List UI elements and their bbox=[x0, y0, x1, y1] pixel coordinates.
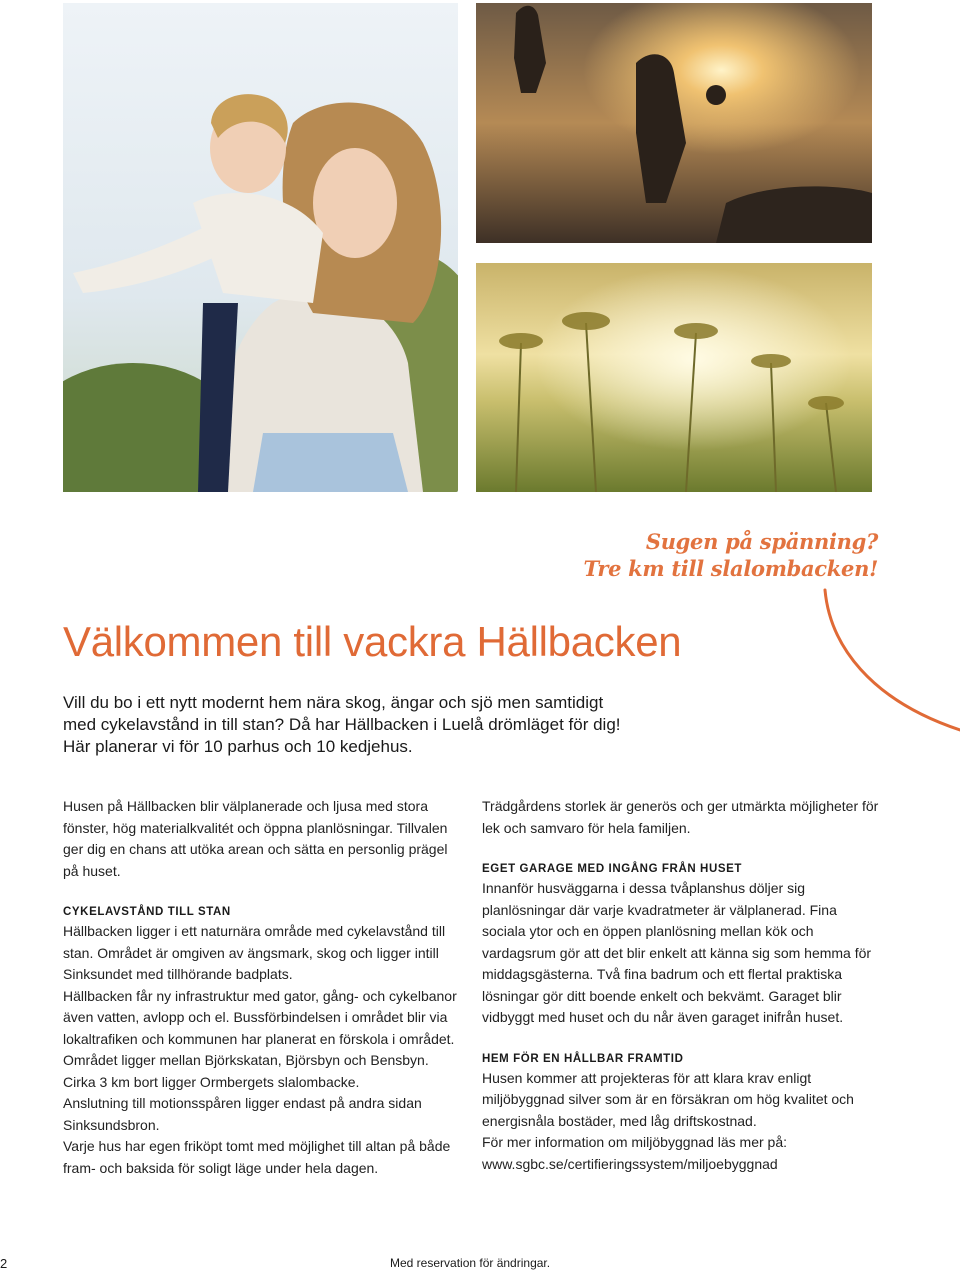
heading-cykelavstand: CYKELAVSTÅND TILL STAN bbox=[63, 906, 231, 918]
tagline-line-2: Tre km till slalombacken! bbox=[583, 556, 878, 581]
intro-text bbox=[63, 692, 703, 758]
right-column bbox=[482, 796, 882, 1175]
left-paragraph-4: Området ligger mellan Björkskatan, Björsbyn och Bensbyn. bbox=[63, 1052, 429, 1068]
left-paragraph-6: Anslutning till motionsspåren ligger endast på andra sidan Sinksundsbron. bbox=[63, 1095, 422, 1133]
intro-line-3: Här planerar vi för 10 parhus och 10 kedjehus. bbox=[63, 737, 413, 756]
footer-note: Med reservation för ändringar. bbox=[390, 1256, 551, 1270]
left-paragraph-2: Hällbacken ligger i ett naturnära område med cykelavstånd till stan. Området är omgiven av ängsmark, skog och ligger intill Sinksundet med tillhörande badplats. bbox=[63, 923, 446, 982]
heading-hallbar-framtid: HEM FÖR EN HÅLLBAR FRAMTID bbox=[482, 1052, 684, 1065]
left-paragraph-7: Varje hus har egen friköpt tomt med möjlighet till altan på både fram- och baksida för soligt läge under hela dagen. bbox=[63, 1138, 451, 1176]
photo-meadow bbox=[476, 263, 872, 492]
left-column bbox=[63, 796, 463, 1179]
right-paragraph-3: Husen kommer att projekteras för att klara krav enligt miljöbyggnad silver som är en försäkran om hög kvalitet och energisnåla bostäder, med låg driftskostnad. bbox=[482, 1069, 854, 1129]
right-paragraph-1: Trädgårdens storlek är generös och ger utmärkta möjligheter för lek och samvaro för hela familjen. bbox=[482, 798, 879, 836]
left-paragraph-3: Hällbacken får ny infrastruktur med gator, gång- och cykelbanor även vatten, avlopp och el. Bussförbindelsen i området blir via lokaltrafiken och kommunen har planerat en förskola i området. bbox=[63, 987, 457, 1047]
photo-family bbox=[63, 3, 458, 492]
photo-sea bbox=[476, 3, 872, 243]
page-number: 2 bbox=[0, 1256, 8, 1271]
decorative-curve bbox=[800, 585, 960, 745]
left-paragraph-5: Cirka 3 km bort ligger Ormbergets slalombacke. bbox=[63, 1073, 360, 1090]
right-paragraph-2: Innanför husväggarna i dessa tvåplanshus döljer sig planlösningar där varje kvadratmeter är välplanerad. Fina sociala ytor och en öppen planlösning mellan kök och vardagsrum gör att det blir enkelt att känna sig som hemma för middagsgästerna. Två fina badrum och ett flertal praktiska lösningar gör ditt boende enkelt och bekvämt. Garaget blir vidbyggt med huset och du når även garaget inifrån huset. bbox=[482, 880, 872, 1025]
tagline bbox=[584, 528, 878, 582]
intro-line-2: med cykelavstånd in till stan? Då har Hällbacken i Luelå drömläget för dig! bbox=[63, 715, 621, 734]
tagline-line-1: Sugen på spänning? bbox=[645, 529, 878, 554]
left-paragraph-1: Husen på Hällbacken blir välplanerade och ljusa med stora fönster, hög materialkvalitét och öppna planlösningar. Tillvalen ger dig en chans att utöka arean och sätta en personlig prägel på huset. bbox=[63, 798, 448, 879]
intro-line-1: Vill du bo i ett nytt modernt hem nära skog, ängar och sjö men samtidigt bbox=[63, 693, 604, 712]
right-paragraph-4: För mer information om miljöbyggnad läs mer på: bbox=[482, 1134, 788, 1150]
heading-garage: EGET GARAGE MED INGÅNG FRÅN HUSET bbox=[482, 863, 743, 875]
sgbc-link[interactable]: www.sgbc.se/certifieringssystem/miljoebyggnad bbox=[482, 1155, 778, 1172]
page-title: Välkommen till vackra Hällbacken bbox=[63, 618, 682, 665]
